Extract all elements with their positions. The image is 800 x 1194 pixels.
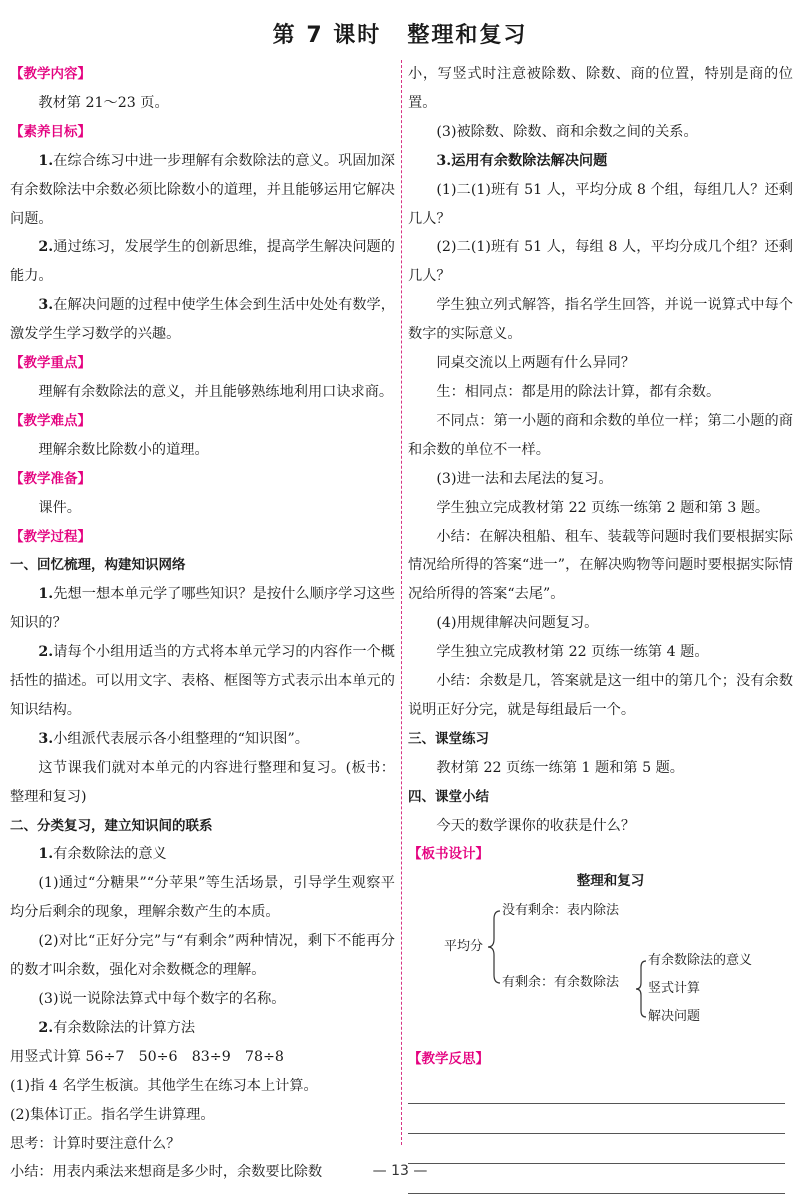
section-4-heading: 四、课堂小结 <box>408 788 489 805</box>
section-2-item-2b: (2)集体订正。指名学生讲算理。 <box>10 1106 215 1123</box>
section-2-item-1c: (3)说一说除法算式中每个数字的名称。 <box>38 991 286 1007</box>
section-2-item-1b: (2)对比“正好分完”与“有剩余”两种情况，剩下不能再分的数才叫余数，强化对余数概念的理解。 <box>10 933 395 979</box>
section-1-item-3: 3.小组派代表展示各小组整理的“知识图”。 <box>38 730 309 747</box>
reflection-line <box>408 1134 785 1164</box>
brace-sub <box>636 961 646 1017</box>
section-2-summary: 小结：用表内乘法来想商是多少时，余数要比除数 <box>10 1164 323 1181</box>
section-2-item-2: 2.有余数除法的计算方法 <box>38 1019 196 1036</box>
heading-preparation: 【教学准备】 <box>10 470 91 487</box>
board-item-3: 解决问题 <box>648 1009 701 1025</box>
paragraph-12: 今天的数学课你的收获是什么？ <box>436 817 636 834</box>
paragraph-4: 不同点：第一小题的商和余数的单位一样；第二小题的商和余数的单位不一样。 <box>408 412 793 458</box>
content-text: 教材第 21～23 页。 <box>38 94 169 111</box>
paragraph-1: 学生独立列式解答，指名学生回答，并说一说算式中每个数字的实际意义。 <box>408 297 793 343</box>
section-1-item-1: 1.先想一想本单元学了哪些知识？是按什么顺序学习这些知识的？ <box>10 586 395 632</box>
section-1-text: 这节课我们就对本单元的内容进行整理和复习。(板书：整理和复习) <box>10 759 395 805</box>
page-title <box>0 18 800 49</box>
heading-reflection: 【教学反思】 <box>408 1051 489 1068</box>
section-2-item-1: 1.有余数除法的意义 <box>38 846 167 863</box>
heading-process: 【教学过程】 <box>10 528 91 545</box>
section-2-item-2a: (1)指 4 名学生板演。其他学生在练习本上计算。 <box>10 1077 318 1094</box>
heading-key-points: 【教学重点】 <box>10 355 91 372</box>
column-divider <box>401 60 402 1145</box>
heading-goals: 【素养目标】 <box>10 123 91 140</box>
heading-difficulties: 【教学难点】 <box>10 412 91 429</box>
goal-3: 3.在解决问题的过程中使学生体会到生活中处处有数学，激发学生学习数学的兴趣。 <box>10 297 395 343</box>
section-1-item-2: 2.请每个小组用适当的方式将本单元学习的内容作一个概括性的描述。可以用文字、表格、框图等方式表示出本单元的知识结构。 <box>10 644 395 718</box>
paragraph-3: 生：相同点：都是用的除法计算，都有余数。 <box>436 383 721 400</box>
reflection-line <box>408 1074 785 1104</box>
board-root: 平均分 <box>444 939 484 955</box>
board-title: 整理和复习 <box>576 873 645 890</box>
paragraph-2: 同桌交流以上两题有什么异同？ <box>436 355 636 372</box>
right-column <box>408 60 793 1194</box>
goal-2: 2.通过练习，发展学生的创新思维，提高学生解决问题的能力。 <box>10 239 395 285</box>
relation-item: (3)被除数、除数、商和余数之间的关系。 <box>436 123 698 140</box>
heading-content: 【教学内容】 <box>10 66 91 82</box>
question-2: (2)二(1)班有 51 人，每组 8 人，平均分成几个组？还剩几人？ <box>408 239 793 285</box>
key-points-text: 理解有余数除法的意义，并且能够熟练地利用口诀求商。 <box>38 383 394 400</box>
board-no-remainder: 没有剩余：表内除法 <box>502 903 620 919</box>
difficulties-text: 理解余数比除数小的道理。 <box>38 441 209 458</box>
paragraph-9: 学生独立完成教材第 22 页练一练第 4 题。 <box>436 644 709 661</box>
section-2-heading: 二、分类复习，建立知识间的联系 <box>10 817 213 834</box>
board-design-diagram <box>408 869 793 1045</box>
section-2-calc: 用竖式计算 56÷7 50÷6 83÷9 78÷8 <box>10 1048 284 1065</box>
goal-1: 1.在综合练习中进一步理解有余数除法的意义。巩固加深有余数除法中余数必须比除数小的道理，并且能够运用它解决问题。 <box>10 152 395 227</box>
paragraph-7: 小结：在解决租船、租车、装载等问题时我们要根据实际情况给所得的答案“进一”，在解决购物等问题时要根据实际情况给所得的答案“去尾”。 <box>408 528 793 603</box>
paragraph-8: (4)用规律解决问题复习。 <box>436 615 599 632</box>
board-item-1: 有余数除法的意义 <box>648 953 753 969</box>
preparation-text: 课件。 <box>38 499 81 516</box>
brace-main <box>488 911 500 983</box>
left-column <box>10 60 395 1187</box>
section-3-heading: 三、课堂练习 <box>408 730 489 747</box>
paragraph-11: 教材第 22 页练一练第 1 题和第 5 题。 <box>436 759 684 776</box>
section-2-item-1a: (1)通过“分糖果”“分苹果”等生活场景，引导学生观察平均分后剩余的现象，理解余数产生的本质。 <box>10 875 395 921</box>
paragraph-5: (3)进一法和去尾法的复习。 <box>436 470 613 487</box>
paragraph-6: 学生独立完成教材第 22 页练一练第 2 题和第 3 题。 <box>436 499 770 516</box>
board-remainder: 有剩余：有余数除法 <box>502 975 620 991</box>
lesson-topic: 整理和复习 <box>407 23 528 48</box>
section-1-heading: 一、回忆梳理，构建知识网络 <box>10 557 186 574</box>
heading-board-design: 【板书设计】 <box>408 846 489 863</box>
continued-text: 小，写竖式时注意被除数、除数、商的位置，特别是商的位置。 <box>408 66 793 111</box>
section-2-question: 思考：计算时要注意什么？ <box>10 1135 181 1152</box>
page-number: — 13 — <box>372 1163 428 1179</box>
section-2-item-3: 3.运用有余数除法解决问题 <box>436 152 608 169</box>
lesson-number: 第 7 课时 <box>272 23 382 48</box>
reflection-line <box>408 1104 785 1134</box>
question-1: (1)二(1)班有 51 人，平均分成 8 个组，每组几人？还剩几人？ <box>408 181 793 227</box>
paragraph-10: 小结：余数是几，答案就是这一组中的第几个；没有余数说明正好分完，就是每组最后一个。 <box>408 673 793 718</box>
board-item-2: 竖式计算 <box>648 981 701 997</box>
